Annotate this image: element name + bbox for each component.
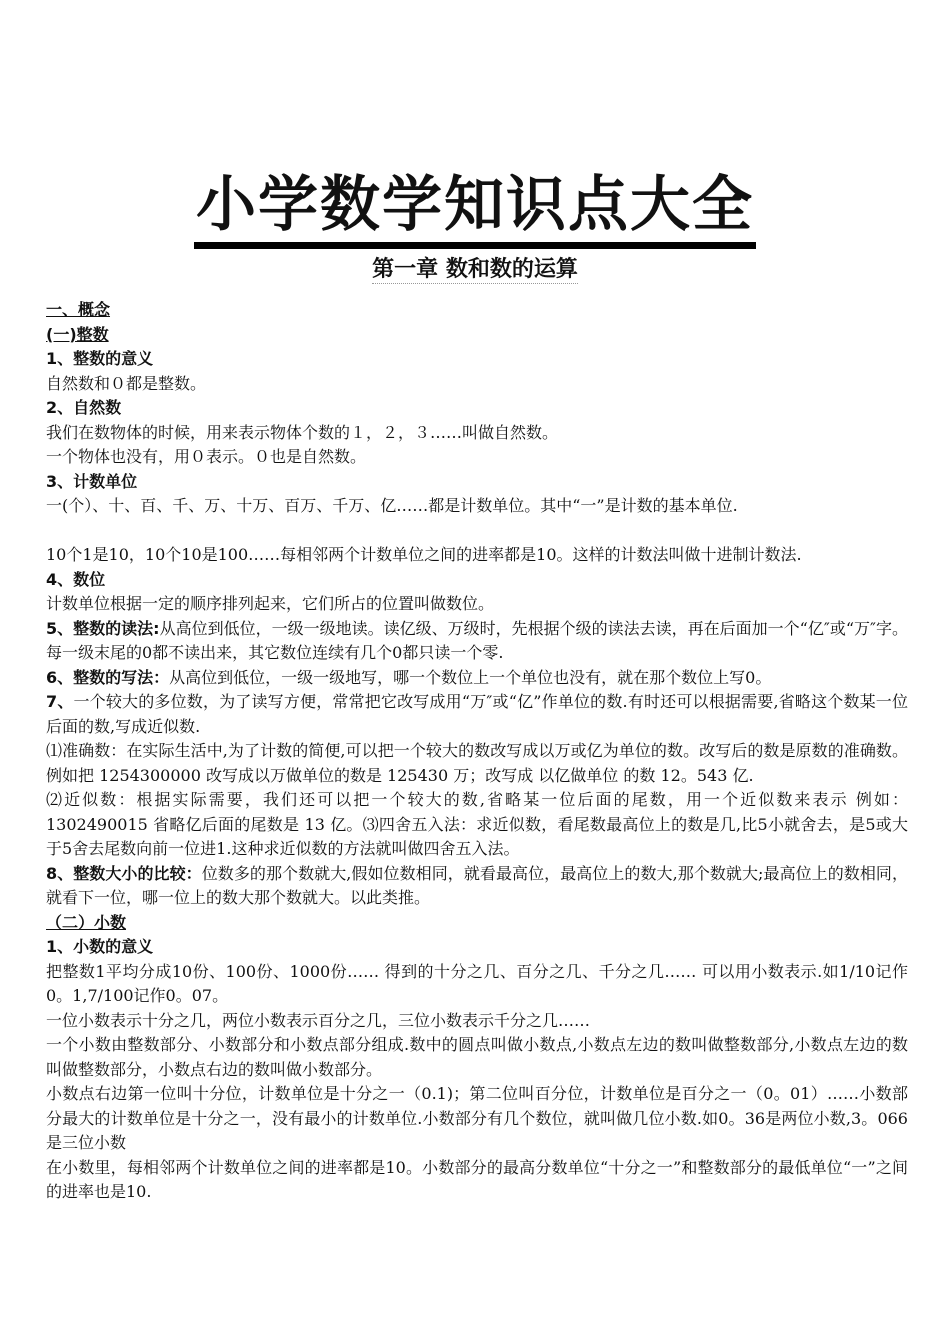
section-heading [46, 323, 908, 348]
paragraph [46, 421, 908, 446]
paragraph [46, 1033, 908, 1082]
section-heading [46, 396, 908, 421]
paragraph [46, 1156, 908, 1205]
heading-text: 3、计数单位 [46, 471, 138, 491]
paragraph [46, 960, 908, 1009]
section-heading [46, 568, 908, 593]
body-text: 自然数和０都是整数。 [46, 373, 207, 393]
heading-text: (一)整数 [46, 324, 109, 344]
paragraph [46, 1082, 908, 1156]
body-text: 一个小数由整数部分、小数部分和小数点部分组成.数中的圆点叫做小数点,小数点左边的数叫做整数部分,小数点左边的数叫做整数部分，小数点右边的数叫做小数部分。 [46, 1035, 908, 1079]
heading-text: 一、概念 [46, 300, 111, 319]
body-text: ⑵近似数：根据实际需要，我们还可以把一个较大的数,省略某一位后面的尾数，用一个近似数来表示 例如： 1302490015 省略亿后面的尾数是 13 亿。⑶四舍五入法：求近似数，看尾数最高位上的数是几,比5小就舍去，是5或大于5舍去尾数向前一位进1.这种求近似数的方法就叫做四舍五入法。 [46, 790, 908, 858]
paragraph [46, 592, 908, 617]
body-text: 在小数里，每相邻两个计数单位之间的进率都是10。小数部分的最高分数单位“十分之一”和整数部分的最低单位“一”之间的进率也是10. [46, 1157, 908, 1201]
paragraph [46, 445, 908, 470]
heading-text: 1、小数的意义 [46, 937, 154, 956]
body-text: 把整数1平均分成10份、100份、1000份…… 得到的十分之几、百分之几、千分之几…… 可以用小数表示.如1/10记作0。1,7/100记作0。07。 [46, 961, 908, 1005]
section-heading [46, 298, 908, 323]
paragraph [46, 862, 908, 911]
paragraph [46, 690, 908, 739]
body-text: 我们在数物体的时候，用来表示物体个数的１，２，３……叫做自然数。 [46, 422, 559, 442]
body-text: 计数单位根据一定的顺序排列起来，它们所占的位置叫做数位。 [46, 594, 495, 613]
body-text: ⑴准确数：在实际生活中,为了计数的简便,可以把一个较大的数改写成以万或亿为单位的数。改写后的数是原数的准确数。 例如把 1254300000 改写成以万做单位的数是 125430 万；改写成 以亿做单位 的数 12。543 亿. [46, 741, 908, 785]
heading-text: 8、整数大小的比较： [46, 863, 202, 883]
section-heading [46, 935, 908, 960]
section-heading [46, 347, 908, 372]
body-text: 一个物体也没有，用０表示。０也是自然数。 [46, 447, 367, 466]
section-heading [46, 470, 908, 495]
body-text: 一(个）、十、百、千、万、十万、百万、千万、亿……都是计数单位。其中“一”是计数的基本单位. [46, 496, 738, 515]
body-text: 从高位到低位，一级一级地写，哪一个数位上一个单位也没有，就在那个数位上写0。 [169, 667, 772, 687]
heading-text: 7、 [46, 692, 74, 711]
section-heading [46, 911, 908, 936]
document-title: 小学数学知识点大全 [0, 165, 950, 245]
document-body [46, 298, 908, 1205]
body-text: 从高位到低位，一级一级地读。读亿级、万级时，先根据个级的读法去读，再在后面加一个“亿″或“万″字。每一级末尾的0都不读出来，其它数位连续有几个0都只读一个零. [46, 618, 908, 662]
body-text: 10个1是10，10个10是100……每相邻两个计数单位之间的进率都是10。这样的计数法叫做十进制计数法. [46, 545, 802, 564]
paragraph [46, 494, 908, 519]
body-text: 位数多的那个数就大,假如位数相同，就看最高位，最高位上的数大,那个数就大;最高位上的数相同，就看下一位，哪一位上的数大那个数就大。以此类推。 [46, 863, 908, 907]
paragraph [46, 788, 908, 862]
body-text: 小数点右边第一位叫十分位，计数单位是十分之一（0.1)；第二位叫百分位，计数单位是百分之一（0。01）……小数部分最大的计数单位是十分之一，没有最小的计数单位.小数部分有几个数位，就叫做几位小数.如0。36是两位小数,3。066是三位小数 [46, 1084, 908, 1152]
chapter-heading: 第一章 数和数的运算 [372, 257, 578, 282]
paragraph [46, 739, 908, 788]
paragraph [46, 1009, 908, 1034]
body-text: 一位小数表示十分之几，两位小数表示百分之几，三位小数表示千分之几…… [46, 1010, 591, 1030]
heading-text: 1、整数的意义 [46, 349, 154, 368]
heading-text: 6、整数的写法： [46, 667, 170, 687]
blank-line [46, 519, 908, 544]
body-text: 一个较大的多位数，为了读写方便，常常把它改写成用“万″或“亿”作单位的数.有时还可以根据需要,省略这个数某一位后面的数,写成近似数. [46, 692, 908, 736]
heading-text: 2、自然数 [46, 398, 122, 417]
paragraph [46, 617, 908, 666]
paragraph [46, 543, 908, 568]
paragraph [46, 666, 908, 691]
heading-text: 5、整数的读法: [46, 618, 160, 638]
heading-text: 4、数位 [46, 569, 106, 589]
paragraph [46, 372, 908, 397]
heading-text: （二）小数 [46, 912, 127, 932]
